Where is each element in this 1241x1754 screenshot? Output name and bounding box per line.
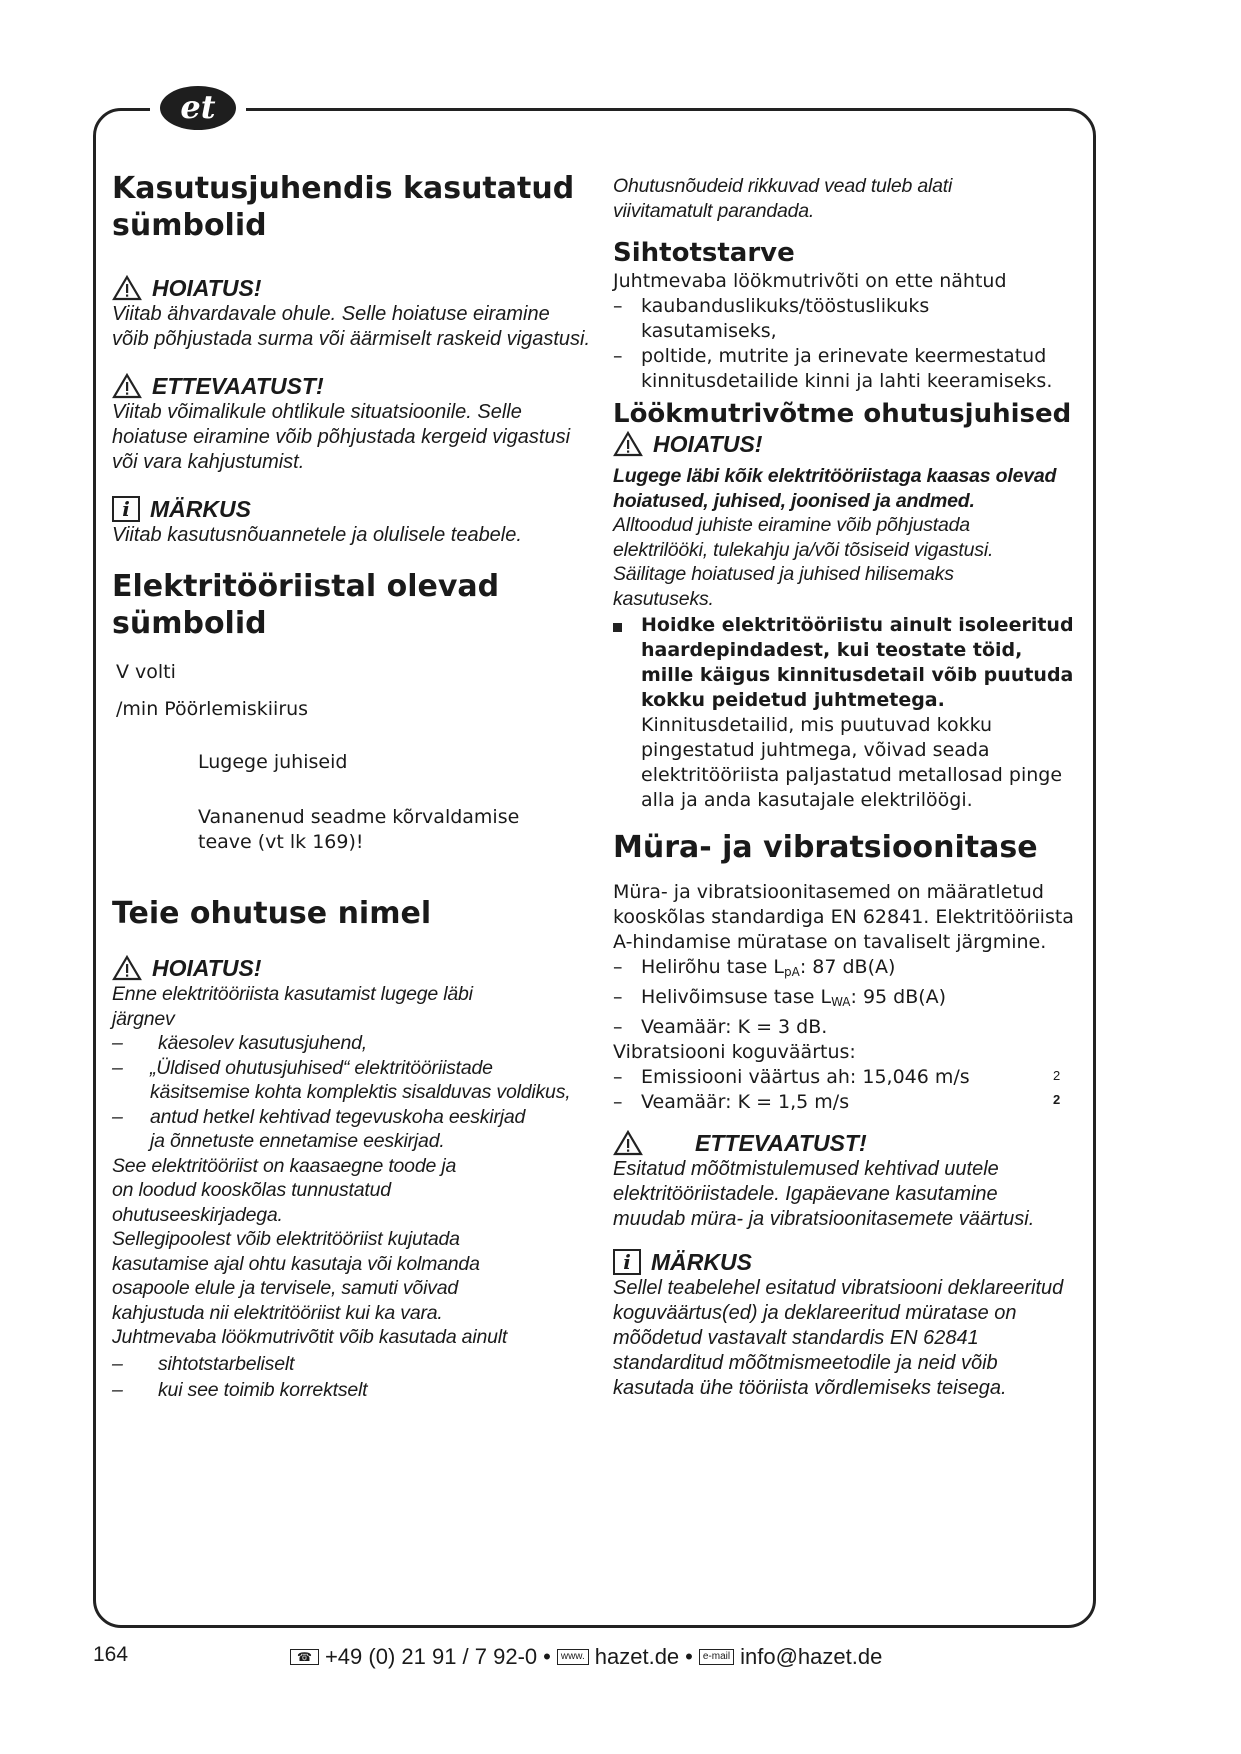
use-item: – sihtotstarbeliselt xyxy=(112,1352,295,1375)
contact-line xyxy=(290,1644,882,1670)
safety-item: – „Üldised ohutusjuhised“ elektritööriistade käsitsemise kohta komplektis sisalduvas voldikus, xyxy=(112,1056,571,1103)
vibration-items xyxy=(613,1065,1083,1115)
warning-title-row xyxy=(112,274,590,302)
safety-para-2: Sellegipoolest võib elektritööriist kujutada kasutamise ajal ohtu kasutaja või kolmanda osapoole elule ja tervisele, samuti võivad kahjustuda nii elektritööriist kui ka vara. xyxy=(112,1228,480,1324)
page-number: 164 xyxy=(93,1643,129,1666)
symbol-rpm: /min Pöörlemiskiirus xyxy=(116,698,309,720)
email-icon: e-mail xyxy=(699,1649,734,1665)
noise-note-title: MÄRKUS xyxy=(651,1249,752,1275)
purpose-item: – kaubanduslikuks/tööstuslikuks kasutamiseks, xyxy=(613,295,930,342)
separator: • xyxy=(543,1644,551,1669)
noise-uncertainty: – Veamäär: K = 3 dB. xyxy=(613,1016,828,1038)
caution-triangle-icon xyxy=(112,373,142,399)
right-column xyxy=(613,174,1083,1401)
bullet-square-icon xyxy=(613,623,622,632)
note-title-row xyxy=(112,495,590,523)
note-title: MÄRKUS xyxy=(150,496,251,522)
noise-power: – Helivõimsuse tase $L_{WA}$: 95 dB(A) xyxy=(613,986,947,1009)
www-icon: www. xyxy=(557,1649,589,1665)
info-icon: i xyxy=(112,496,140,522)
tool-symbols-heading: Elektritööriistal olevad sümbolid xyxy=(112,569,500,641)
use-item: – kui see toimib korrektselt xyxy=(112,1379,368,1401)
exponent-1: 2 xyxy=(1053,1068,1061,1083)
impact-bold: Lugege läbi kõik elektritööriistaga kaasas olevad hoiatused, juhised, joonised ja andmed. xyxy=(613,465,1057,512)
noise-note-text: Sellel teabelehel esitatud vibratsiooni deklareeritud koguväärtus(ed) ja deklareeritud müratase on mõõdetud vastavalt standardis EN 62841 standarditud mõõtmismeetodile ja neid võib kasutada ühe tööriista võrdlemiseks teisega. xyxy=(613,1277,1064,1399)
warning-triangle-icon xyxy=(112,275,142,301)
noise-pressure: – Helirõhu tase $L_{pA}$: 87 dB(A) xyxy=(613,956,896,979)
safety-item: – antud hetkel kehtivad tegevuskoha eeskirjad ja õnnetuste ennetamise eeskirjad. xyxy=(112,1105,526,1152)
phone-number: +49 (0) 21 91 / 7 92-0 xyxy=(324,1644,538,1669)
noise-caution-title: ETTEVAATUST! xyxy=(695,1130,867,1156)
vibration-uncertainty: – Veamäär: K = 1,5 m/s xyxy=(613,1091,850,1113)
warning-title: HOIATUS! xyxy=(152,275,262,301)
noise-heading: Müra- ja vibratsioonitase xyxy=(613,830,1038,865)
bullet-text: Kinnitusdetailid, mis puutuvad kokku pingestatud juhtmega, võivad seada elektritööriista paljastatud metallosad pinge alla ja anda kasutajale elektrilöögi. xyxy=(641,714,1063,811)
impact-warning-title-row xyxy=(613,430,1083,458)
exponent-2: 2 xyxy=(1053,1092,1061,1107)
noise-caution-triangle-icon xyxy=(613,1130,643,1156)
symbol-volt: V volti xyxy=(116,661,176,683)
symbols-heading: Kasutusjuhendis kasutatud sümbolid xyxy=(112,171,575,243)
safety-item: – käesolev kasutusjuhend, xyxy=(112,1032,367,1054)
impact-bullet xyxy=(613,613,1083,813)
purpose-item: – poltide, mutrite ja erinevate keermestatud kinnitusdetailide kinni ja lahti keeramiseks. xyxy=(613,345,1053,392)
impact-warning-title: HOIATUS! xyxy=(653,431,763,457)
noise-info-icon: i xyxy=(613,1249,641,1275)
left-column xyxy=(112,170,590,1403)
noise-intro: Müra- ja vibratsioonitasemed on määratletud kooskõlas standardiga EN 62841. Elektritööriista A-hindamise müratase on tavaliselt järgmine. xyxy=(613,881,1074,953)
warning-text: Viitab ähvardavale ohule. Selle hoiatuse eiramine võib põhjustada surma või äärmiselt raskeid vigastusi. xyxy=(112,303,590,350)
impact-warning-triangle-icon xyxy=(613,431,643,457)
top-text: Ohutusnõudeid rikkuvad vead tuleb alati viivitamatult parandada. xyxy=(613,175,953,222)
noise-items xyxy=(613,955,1083,1040)
caution-title: ETTEVAATUST! xyxy=(152,373,324,399)
safety-warning-title-row xyxy=(112,954,590,982)
use-items xyxy=(112,1352,590,1403)
vibration-emission: – Emissiooni väärtus ah: 15,046 m/s xyxy=(613,1066,970,1088)
vibration-heading: Vibratsiooni koguväärtus: xyxy=(613,1041,856,1063)
caution-text: Viitab võimalikule ohtlikule situatsioonile. Selle hoiatuse eiramine võib põhjustada kergeid vigastusi või vara kahjustumist. xyxy=(112,401,571,473)
separator: • xyxy=(685,1644,693,1669)
footer xyxy=(0,1643,1241,1673)
symbol-disposal: Vananenud seadme kõrvaldamise teave (vt lk 169)! xyxy=(198,806,520,853)
symbol-read-manual: Lugege juhiseid xyxy=(198,751,348,773)
noise-caution-text: Esitatud mõõtmistulemused kehtivad uutele elektritööriistadele. Igapäevane kasutamine muudab müra- ja vibratsioonitasemete väärtusi. xyxy=(613,1158,1035,1230)
purpose-heading: Sihtotstarve xyxy=(613,238,795,268)
safety-warning-triangle-icon xyxy=(112,955,142,981)
safety-para-3: Juhtmevaba löökmutrivõtit võib kasutada ainult xyxy=(112,1326,508,1348)
purpose-items xyxy=(613,294,1083,394)
purpose-intro: Juhtmevaba löökmutrivõti on ette nähtud xyxy=(613,270,1007,292)
safety-heading: Teie ohutuse nimel xyxy=(112,896,432,931)
safety-intro: Enne elektritööriista kasutamist lugege läbi järgnev xyxy=(112,983,473,1030)
email-link[interactable]: info@hazet.de xyxy=(740,1644,883,1669)
noise-caution-title-row xyxy=(613,1129,1083,1157)
impact-text: Alltoodud juhiste eiramine võib põhjustada elektrilööki, tulekahju ja/või tõsiseid vigastusi. Säilitage hoiatused ja juhised hilisemaks kasutuseks. xyxy=(613,514,994,610)
safety-para-1: See elektritööriist on kaasaegne toode ja on loodud kooskõlas tunnustatud ohutuseeskirjadega. xyxy=(112,1154,457,1226)
language-badge: et xyxy=(160,86,236,130)
noise-note-title-row xyxy=(613,1248,1083,1276)
caution-title-row xyxy=(112,372,590,400)
phone-icon: ☎ xyxy=(290,1649,319,1665)
website-link[interactable]: hazet.de xyxy=(594,1644,680,1669)
note-text: Viitab kasutusnõuannetele ja olulisele teabele. xyxy=(112,524,522,546)
bullet-bold: Hoidke elektritööriistu ainult isoleeritud haardepindadest, kui teostate töid, mille käigus kinnitusdetail võib puutuda kokku peidetud juhtmetega. xyxy=(641,614,1074,711)
safety-items xyxy=(112,1031,590,1154)
impact-heading: Löökmutrivõtme ohutusjuhised xyxy=(613,399,1072,429)
safety-warning-title: HOIATUS! xyxy=(152,955,262,981)
